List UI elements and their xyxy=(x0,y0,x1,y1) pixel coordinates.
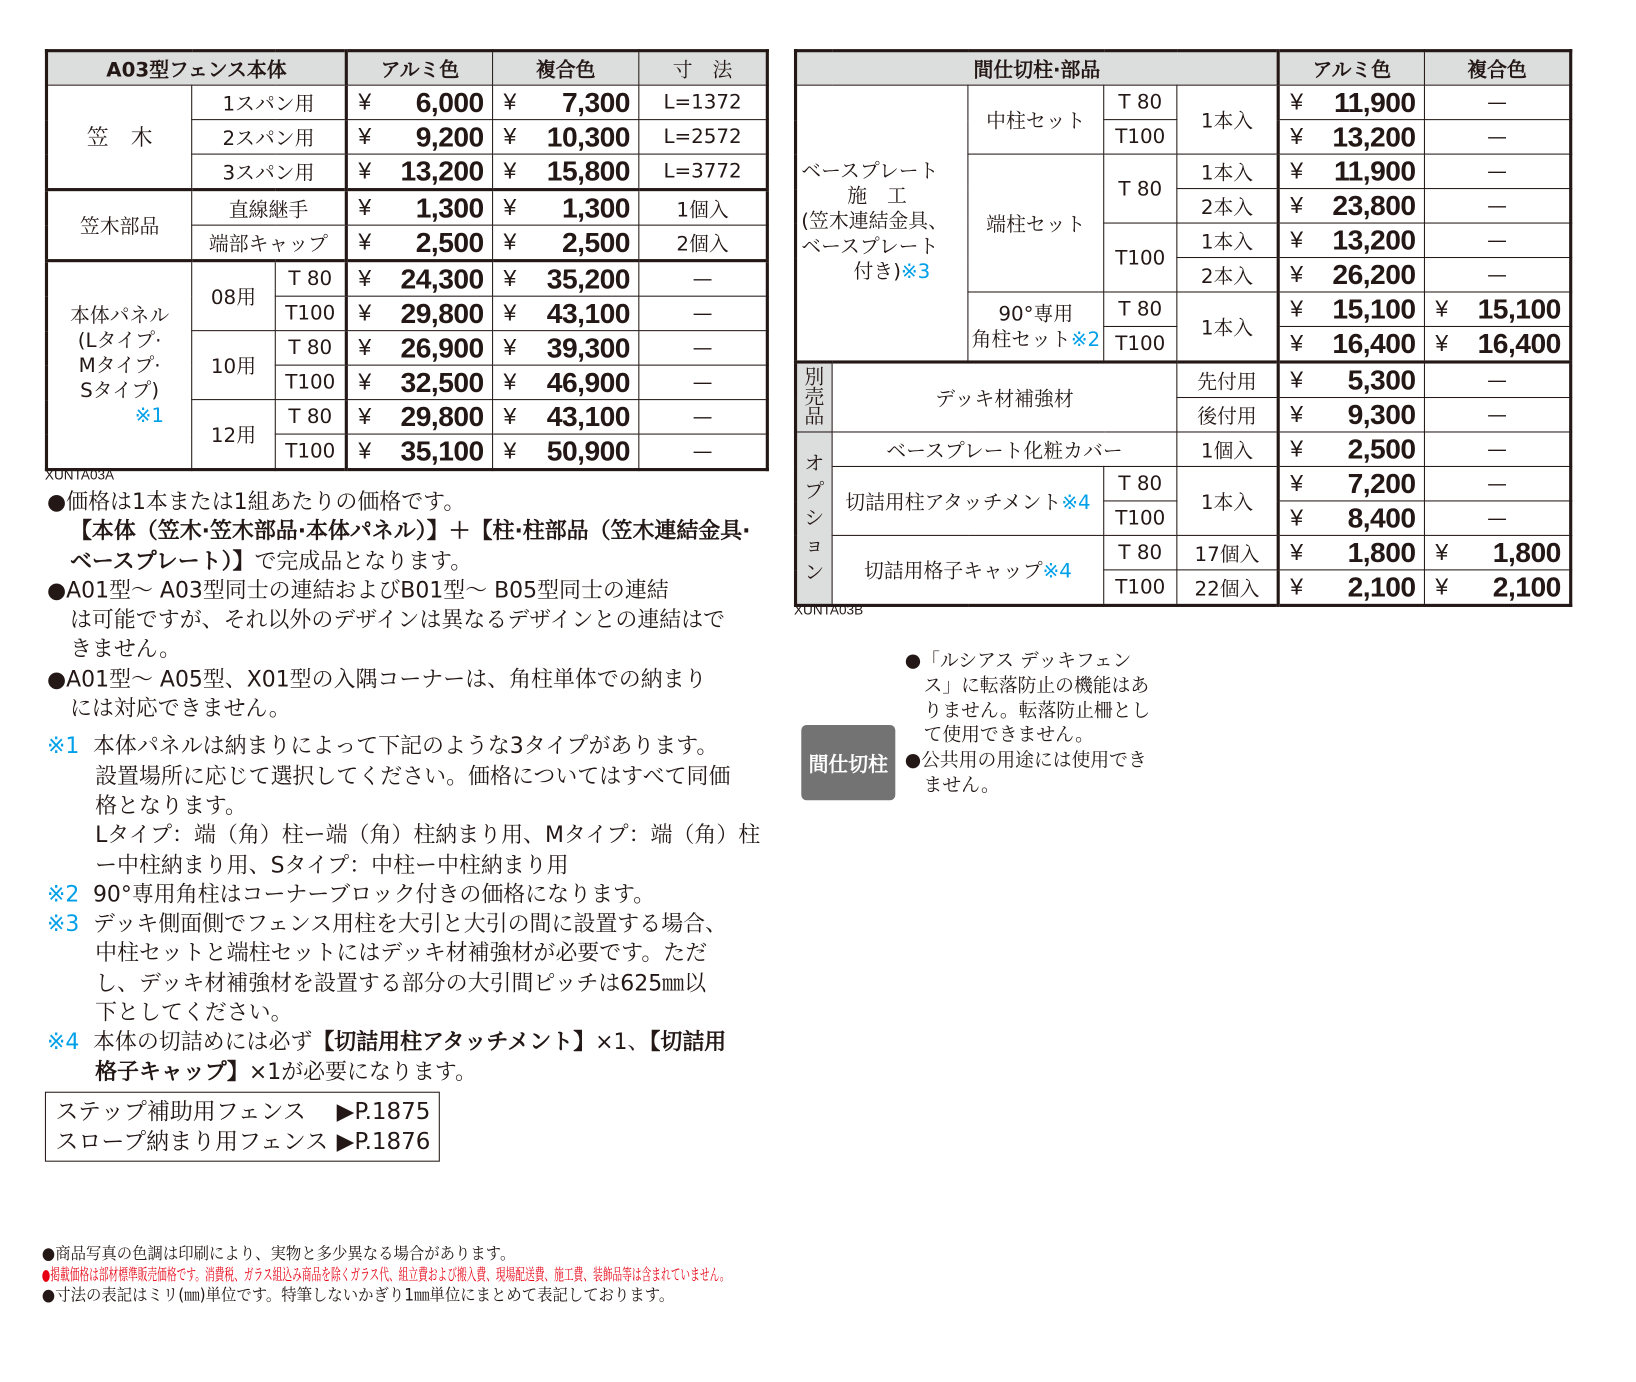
price-fukugo: — xyxy=(1424,466,1570,500)
footer-disclaimers xyxy=(42,1243,1151,1306)
qty: 1個入 xyxy=(1177,432,1278,466)
cover-label: ベースプレート化粧カバー xyxy=(832,432,1177,466)
note-text: 下としてください。 xyxy=(95,999,293,1025)
note-mark: ※3 xyxy=(47,911,80,937)
yen: ¥ xyxy=(358,88,372,115)
header-alumi: アルミ色 xyxy=(1278,51,1424,85)
price-fukugo: 43,100 xyxy=(546,400,630,432)
yen: ¥ xyxy=(503,157,517,184)
size: — xyxy=(639,331,767,365)
note-text: A01型～ A05型、X01型の入隅コーナーは、角柱単体での納まり xyxy=(66,666,707,692)
thickness: T 80 xyxy=(1104,535,1177,569)
footer-text: ●商品写真の色調は印刷により、実物と多少異なる場合があります。 xyxy=(41,1243,516,1264)
attachment-label xyxy=(832,466,1104,535)
qty: 1本入 xyxy=(1177,154,1278,188)
label-line: Mタイプ· xyxy=(78,353,161,377)
note-text: ●「ルシアス デッキフェン xyxy=(904,649,1132,672)
yen: ¥ xyxy=(1290,88,1304,115)
thickness: T100 xyxy=(1104,120,1177,154)
price-alumi: 13,200 xyxy=(400,155,484,187)
note-text: て使用できません。 xyxy=(923,724,1094,747)
sub-label: 2スパン用 xyxy=(192,120,347,154)
sub-label: 1スパン用 xyxy=(192,85,347,119)
thickness: T 80 xyxy=(1104,466,1177,500)
yen: ¥ xyxy=(1290,435,1304,462)
thickness: T100 xyxy=(1104,326,1177,362)
price-fukugo: 15,800 xyxy=(546,155,630,187)
partition-post-badge: 間仕切柱 xyxy=(801,725,895,800)
price-alumi: 9,200 xyxy=(415,120,484,153)
label-line: ベースプレート xyxy=(801,159,939,183)
note-text: ません。 xyxy=(923,774,1000,797)
size: 1個入 xyxy=(639,190,767,226)
price-fukugo: 15,100 xyxy=(1477,293,1561,325)
group-label: 12用 xyxy=(192,400,276,470)
price-alumi: 13,200 xyxy=(1332,224,1416,256)
yen: ¥ xyxy=(1290,401,1304,428)
price-fukugo: — xyxy=(1424,120,1570,154)
qty: 2本入 xyxy=(1177,258,1278,292)
price-alumi: 2,100 xyxy=(1347,570,1416,603)
size: L=3772 xyxy=(639,154,767,190)
footer-text: ●寸法の表記はミリ(㎜)単位です。特筆しないかぎり1㎜単位にまとめて表記しております。 xyxy=(41,1284,675,1305)
price-fukugo: 46,900 xyxy=(546,366,630,398)
sub-label: 直線継手 xyxy=(192,190,347,226)
table-row xyxy=(796,535,1571,569)
note-text: A01型～ A03型同士の連結およびB01型～ B05型同士の連結 xyxy=(66,577,669,603)
price-fukugo: 35,200 xyxy=(546,262,630,295)
price-fukugo: — xyxy=(1424,258,1570,292)
price-alumi: 1,300 xyxy=(415,191,484,224)
fence-body-price-table xyxy=(45,49,769,471)
qty: 22個入 xyxy=(1177,570,1278,606)
yen: ¥ xyxy=(503,403,517,430)
yen: ¥ xyxy=(503,368,517,395)
qty: 17個入 xyxy=(1177,535,1278,569)
note-text: ×1、 xyxy=(595,1029,650,1055)
qty: 1本入 xyxy=(1177,85,1278,154)
label-line: 90°専用 xyxy=(998,302,1074,326)
note-text: は可能ですが、それ以外のデザインは異なるデザインとの連結はで xyxy=(69,607,726,633)
yen: ¥ xyxy=(358,123,372,150)
note-text: 価格は1本または1組あたりの価格です。 xyxy=(66,488,466,514)
header-title: A03型フェンス本体 xyxy=(46,51,346,85)
price-fukugo: 43,100 xyxy=(546,297,630,329)
footer-text-red: ●掲載価格は部材標準販売価格です。消費税、ガラス組込み商品を除くガラス代、組立費および搬入費、現場配送費、施工費、装飾品等は含まれていません。 xyxy=(41,1265,730,1284)
post-parts-price-table xyxy=(794,49,1572,607)
yen: ¥ xyxy=(503,228,517,255)
thickness: T 80 xyxy=(1104,85,1177,119)
price-fukugo: 50,900 xyxy=(546,435,630,467)
yen: ¥ xyxy=(503,265,517,292)
yen: ¥ xyxy=(358,437,372,464)
sub-label: 3スパン用 xyxy=(192,154,347,190)
note-text: 設置場所に応じて選択してください。価格についてはすべて同価 xyxy=(95,763,731,789)
price-fukugo: 1,800 xyxy=(1492,536,1561,568)
price-fukugo: — xyxy=(1424,189,1570,223)
price-alumi: 6,000 xyxy=(415,86,484,118)
cap-label xyxy=(832,535,1104,605)
separately-sold-label: 別売品 xyxy=(796,362,833,432)
note-mark: ※1 xyxy=(134,403,165,427)
note-text: りません。転落防止柵とし xyxy=(923,699,1151,722)
note-mark: ※3 xyxy=(900,260,931,284)
size: — xyxy=(639,296,767,330)
note-text: 【本体（笠木·笠木部品·本体パネル）】＋【柱·柱部品（笠木連結金具· xyxy=(69,518,751,544)
kaku-label xyxy=(968,292,1104,362)
sub-label: 端部キャップ xyxy=(192,225,347,261)
size: — xyxy=(639,434,767,470)
hashi-label: 端柱セット xyxy=(968,154,1104,292)
note-text: 【切詰用 xyxy=(649,1029,727,1055)
price-alumi: 29,800 xyxy=(400,400,484,432)
yen: ¥ xyxy=(358,228,372,255)
note-text: 90°専用角柱はコーナーブロック付きの価格になります。 xyxy=(92,881,656,907)
note-text: 本体パネルは納まりによって下記のような3タイプがあります。 xyxy=(92,733,719,759)
price-fukugo: 39,300 xyxy=(546,331,630,364)
yen: ¥ xyxy=(503,194,517,221)
table-row xyxy=(46,190,767,226)
thickness: T100 xyxy=(1104,570,1177,606)
note-text: し、デッキ材補強材を設置する部分の大引間ピッチは625㎜以 xyxy=(95,970,707,996)
yen: ¥ xyxy=(358,299,372,326)
table-row xyxy=(46,261,767,297)
price-fukugo: — xyxy=(1424,432,1570,466)
note-text: 本体の切詰めには必ず xyxy=(92,1029,313,1055)
note-text: には対応できません。 xyxy=(69,695,291,721)
option-label: オプション xyxy=(796,432,833,605)
label-text: 切詰用柱アタッチメント xyxy=(845,491,1062,514)
table-row xyxy=(46,85,767,119)
price-alumi: 2,500 xyxy=(1347,433,1416,465)
bullet: ● xyxy=(47,577,67,603)
note-text: ×1が必要になります。 xyxy=(248,1058,477,1085)
price-alumi: 7,200 xyxy=(1347,467,1416,499)
note-text: ス」に転落防止の機能はあ xyxy=(923,674,1150,697)
reference-page: ▶P.1875 xyxy=(336,1099,431,1126)
table-row xyxy=(796,466,1571,500)
thickness: T 80 xyxy=(275,261,346,297)
label-line: 付き) xyxy=(853,260,901,284)
thickness: T100 xyxy=(1104,223,1177,292)
yen: ¥ xyxy=(1290,192,1304,219)
note-text: 【切詰用柱アタッチメント】 xyxy=(312,1029,596,1055)
thickness: T100 xyxy=(275,434,346,470)
group-label: 08用 xyxy=(192,261,276,331)
group-label: 10用 xyxy=(192,331,276,400)
price-fukugo: 1,300 xyxy=(561,191,630,224)
table-code: XUNTA03B xyxy=(793,601,864,618)
note-mark: ※4 xyxy=(1042,559,1072,583)
yen: ¥ xyxy=(503,88,517,115)
note-text: 格となります。 xyxy=(95,792,247,818)
yen: ¥ xyxy=(1290,366,1304,393)
yen: ¥ xyxy=(358,368,372,395)
yen: ¥ xyxy=(358,403,372,430)
yen: ¥ xyxy=(1290,470,1304,497)
yen: ¥ xyxy=(1290,573,1304,600)
yen: ¥ xyxy=(503,334,517,361)
price-alumi: 11,900 xyxy=(1333,155,1416,187)
yen: ¥ xyxy=(358,334,372,361)
header-alumi: アルミ色 xyxy=(346,51,492,85)
size: L=1372 xyxy=(639,85,767,119)
header-fukugo: 複合色 xyxy=(493,51,639,85)
size: 2個入 xyxy=(639,225,767,261)
yen: ¥ xyxy=(1290,261,1304,288)
price-fukugo: — xyxy=(1424,398,1570,432)
note-text: ー中柱納まり用、Sタイプ：中柱ー中柱納まり用 xyxy=(95,852,569,878)
note-text: きません。 xyxy=(69,636,182,662)
yen: ¥ xyxy=(1290,504,1304,531)
header-fukugo: 複合色 xyxy=(1424,51,1570,85)
panel-label xyxy=(46,261,191,470)
header-title: 間仕切柱·部品 xyxy=(796,51,1279,85)
price-alumi: 15,100 xyxy=(1332,293,1416,325)
price-fukugo: 7,300 xyxy=(561,86,630,118)
yen: ¥ xyxy=(1290,539,1304,566)
reference-page: ▶P.1876 xyxy=(336,1129,431,1156)
yen: ¥ xyxy=(358,265,372,292)
label-line: 角柱セット xyxy=(971,327,1071,351)
price-alumi: 26,200 xyxy=(1332,258,1416,290)
price-fukugo: 16,400 xyxy=(1477,327,1561,359)
naka-label: 中柱セット xyxy=(968,85,1104,154)
reference-label: スロープ納まり用フェンス xyxy=(55,1129,329,1156)
price-fukugo: 2,100 xyxy=(1492,570,1561,603)
price-fukugo: — xyxy=(1424,362,1570,398)
qty: 1本入 xyxy=(1177,292,1278,362)
price-alumi: 13,200 xyxy=(1332,120,1416,153)
price-alumi: 35,100 xyxy=(400,435,484,467)
label-text: 切詰用格子キャップ xyxy=(863,559,1043,583)
yen: ¥ xyxy=(1290,295,1304,322)
size: — xyxy=(639,365,767,399)
note-mark: ※2 xyxy=(47,881,80,907)
label-line: (笠木連結金具、 xyxy=(801,209,948,233)
note-text: で完成品となります。 xyxy=(254,548,473,574)
yen: ¥ xyxy=(503,437,517,464)
price-alumi: 16,400 xyxy=(1332,327,1416,359)
note-mark: ※2 xyxy=(1070,327,1101,351)
deck-reinforcement-label: デッキ材補強材 xyxy=(832,362,1177,432)
price-alumi: 1,800 xyxy=(1347,536,1416,568)
qty: 先付用 xyxy=(1177,362,1278,398)
thickness: T 80 xyxy=(1104,292,1177,326)
thickness: T 80 xyxy=(275,400,346,434)
yen: ¥ xyxy=(358,157,372,184)
note-text: 格子キャップ】 xyxy=(95,1058,249,1085)
note-mark: ※1 xyxy=(47,733,80,759)
label-line: Sタイプ) xyxy=(80,378,160,402)
label-line: 施 工 xyxy=(847,184,907,208)
thickness: T100 xyxy=(275,365,346,399)
price-alumi: 32,500 xyxy=(400,366,484,398)
note-text: ベースプレート）】 xyxy=(69,548,255,574)
price-fukugo: 10,300 xyxy=(546,120,630,153)
note-text: Lタイプ：端（角）柱ー端（角）柱納まり用、Mタイプ：端（角）柱 xyxy=(95,822,761,848)
bullet: ● xyxy=(47,666,67,692)
label-line: ベースプレート xyxy=(801,235,939,259)
thickness: T 80 xyxy=(275,331,346,365)
size: L=2572 xyxy=(639,120,767,154)
yen: ¥ xyxy=(1290,123,1304,150)
price-fukugo: 2,500 xyxy=(561,226,630,258)
price-alumi: 8,400 xyxy=(1347,501,1416,534)
yen: ¥ xyxy=(503,123,517,150)
qty: 2本入 xyxy=(1177,189,1278,223)
note-text: 中柱セットと端柱セットにはデッキ材補強材が必要です。ただ xyxy=(95,940,708,966)
thickness: T100 xyxy=(1104,501,1177,535)
label-line: 本体パネル xyxy=(69,303,170,327)
header-size: 寸 法 xyxy=(639,51,767,85)
notes xyxy=(47,487,778,1087)
reference-link[interactable] xyxy=(55,1097,438,1127)
size: — xyxy=(639,261,767,297)
reference-label: ステップ補助用フェンス xyxy=(55,1099,306,1126)
qty: 後付用 xyxy=(1177,398,1278,432)
qty: 1本入 xyxy=(1177,466,1278,535)
yen: ¥ xyxy=(1435,330,1449,357)
price-fukugo: — xyxy=(1424,154,1570,188)
table-code: XUNTA03A xyxy=(44,466,115,483)
baseplate-label xyxy=(796,85,968,362)
yen: ¥ xyxy=(1290,330,1304,357)
parts-label: 笠木部品 xyxy=(46,190,191,261)
table-row xyxy=(796,85,1571,119)
table-row xyxy=(796,432,1571,466)
note-text: ●公共用の用途には使用でき xyxy=(904,749,1147,772)
label-line: (Lタイプ· xyxy=(77,328,162,352)
size: — xyxy=(639,400,767,434)
price-alumi: 11,900 xyxy=(1333,86,1416,118)
price-alumi: 24,300 xyxy=(400,262,484,295)
qty: 1本入 xyxy=(1177,223,1278,257)
reference-link[interactable] xyxy=(55,1127,438,1157)
price-fukugo: — xyxy=(1424,223,1570,257)
bullet: ● xyxy=(47,488,67,514)
note-mark: ※4 xyxy=(1061,491,1091,514)
note-text: デッキ側面側でフェンス用柱を大引と大引の間に設置する場合、 xyxy=(92,911,728,937)
yen: ¥ xyxy=(1290,226,1304,253)
yen: ¥ xyxy=(503,299,517,326)
page-references xyxy=(45,1092,440,1162)
kasagi-label: 笠 木 xyxy=(46,85,191,189)
price-fukugo: — xyxy=(1424,85,1570,119)
yen: ¥ xyxy=(358,194,372,221)
thickness: T100 xyxy=(275,296,346,330)
price-alumi: 29,800 xyxy=(400,297,484,329)
safety-notes xyxy=(905,649,1166,798)
yen: ¥ xyxy=(1435,295,1449,322)
price-alumi: 26,900 xyxy=(400,331,484,364)
yen: ¥ xyxy=(1435,573,1449,600)
yen: ¥ xyxy=(1290,157,1304,184)
yen: ¥ xyxy=(1435,539,1449,566)
price-alumi: 23,800 xyxy=(1332,189,1416,221)
table-row xyxy=(796,362,1571,398)
thickness: T 80 xyxy=(1104,154,1177,223)
note-mark: ※4 xyxy=(47,1029,80,1055)
price-alumi: 9,300 xyxy=(1347,398,1416,430)
price-alumi: 5,300 xyxy=(1347,364,1416,396)
price-alumi: 2,500 xyxy=(415,226,484,258)
price-fukugo: — xyxy=(1424,501,1570,535)
